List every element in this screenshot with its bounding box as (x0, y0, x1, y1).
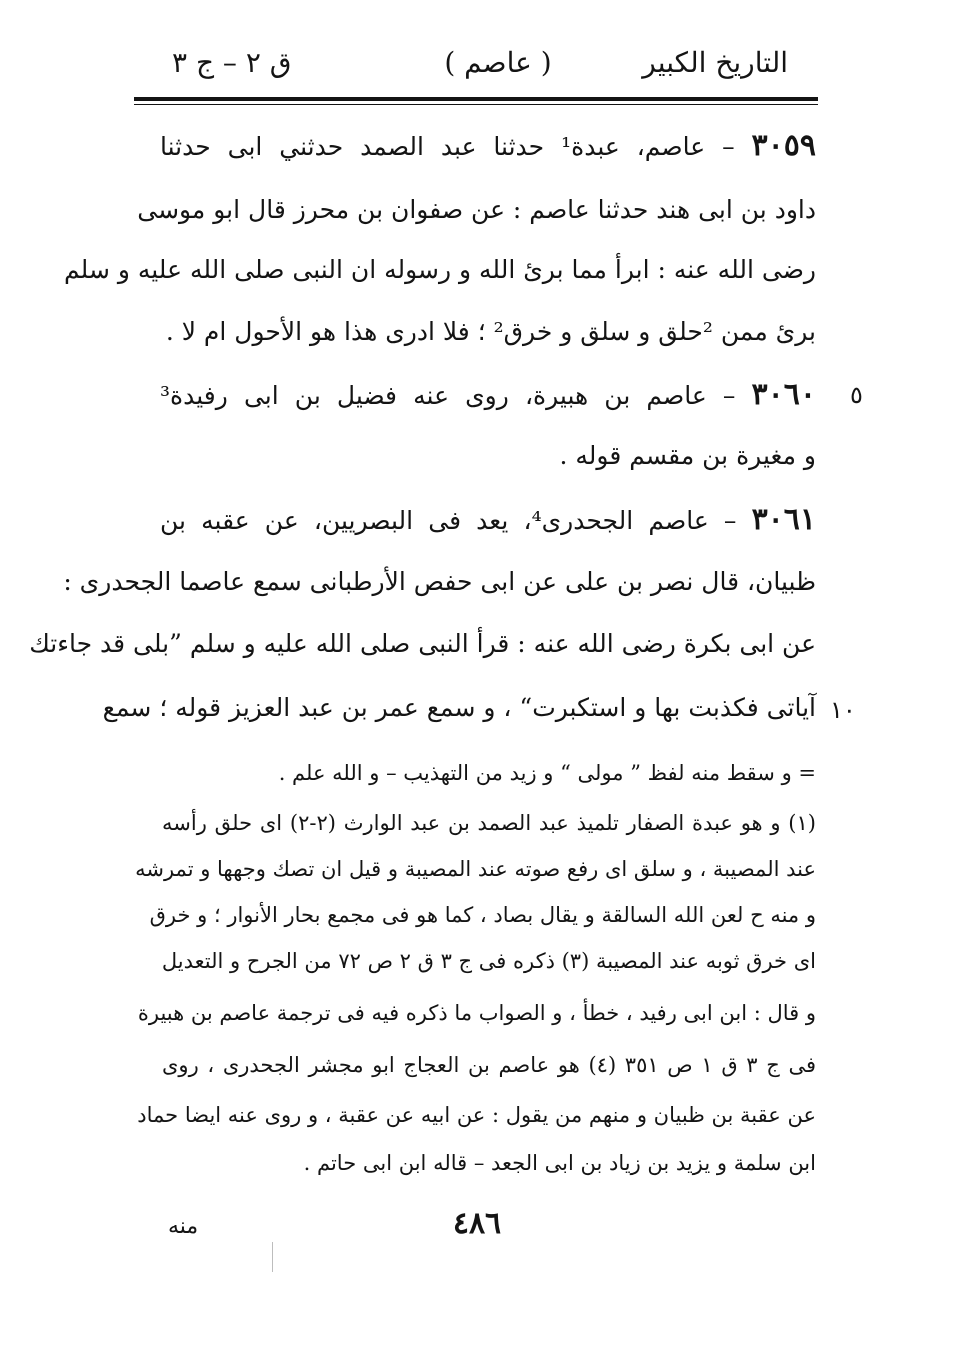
margin-line-number-10: ١٠ (830, 696, 856, 724)
footnote-line: = و سقط منه لفظ ” مولى “ و زيد من التهذيب – و الله علم . (278, 761, 816, 785)
catchword: منه (168, 1214, 199, 1239)
margin-line-number-5: ٥ (850, 381, 863, 409)
entry-number: ٣٠٦٠ (751, 377, 816, 412)
page-number: ٤٨٦ (452, 1206, 502, 1241)
entry-text: – عاصم بن هبيرة، روى عنه فضيل بن ابى رفيدة³ (160, 381, 752, 410)
header-rule-thin (134, 104, 818, 105)
text-line: آياتى فكذبت بها و استكبرت“ ، و سمع عمر بن عبد العزيز قوله ؛ سمع (102, 693, 816, 722)
entry-3059-line (160, 126, 816, 166)
running-head-volume: ق ٢ – ج ٣ (172, 46, 292, 79)
running-head-section: ( عاصم ) (444, 46, 552, 79)
text-line: عن ابى بكرة رضى الله عنه : قرأ النبى صلى الله عليه و سلم ”بلى قد جاءتك (29, 629, 816, 658)
entry-text: – عاصم، عبدة¹ حدثنا عبد الصمد حدثني ابى حدثنا (160, 132, 752, 161)
text-line: رضى الله عنه : ابرأ مما برئ الله و رسوله ان النبى صلى الله عليه و سلم (64, 255, 816, 284)
footnote-line: ابن سلمة و يزيد بن زياد بن ابى الجعد – قاله ابن ابى حاتم . (303, 1151, 816, 1175)
footnote-line: عند المصيبة ، و سلق اى رفع صوته عند المصيبة و قيل ان تصك وجهها و تمرشه (135, 857, 816, 881)
entry-text: – عاصم الجحدرى⁴، يعد فى البصريين، عن عقبه بن (160, 506, 752, 535)
footnote-line: (١) و هو عبدة الصفار تلميذ عبد الصمد بن عبد الوارث (٢-٢) اى حلق رأسه (162, 811, 816, 835)
text-line: و مغيرة بن مقسم قوله . (559, 441, 816, 470)
footnote-line: اى خرق ثوبه عند المصيبة (٣) ذكره فى ج ٣ ق ٢ ص ٧٢ من الجرح و التعديل (161, 949, 816, 973)
entry-3061-line (160, 500, 816, 540)
scan-mark (272, 1242, 273, 1272)
footnote-line: و منه ح لعن الله السالقة و يقال بصاد ، كما هو فى مجمع بحار الأنوار ؛ و خرق (149, 903, 816, 927)
text-line: ظبيان، قال نصر بن على عن ابى حفص الأرطبانى سمع عاصما الجحدرى : (63, 567, 816, 596)
entry-number: ٣٠٦١ (751, 502, 817, 537)
footnote-line: فى ج ٣ ق ١ ص ٣٥١ (٤) هو عاصم بن العجاج ابو مجشر الجحدرى ، روى (162, 1053, 816, 1077)
entry-number: ٣٠٥٩ (751, 128, 816, 163)
running-head-title: التاريخ الكبير (642, 46, 788, 79)
text-line: داود بن ابى هند حدثنا عاصم : عن صفوان بن محرز قال ابو موسى (137, 195, 816, 224)
header-rule (134, 97, 818, 101)
footnote-line: عن عقبة بن ظبيان و منهم من يقول : عن ابيه عن عقبة ، و روى عنه ايضا حماد (137, 1103, 816, 1127)
text-line: برئ ممن ²حلق و سلق و خرق² ؛ فلا ادرى هذا هو الأحول ام لا . (165, 317, 816, 346)
footnote-line: و قال : ابن ابى رفيد ، خطأ ، و الصواب ما ذكره فيه فى ترجمة عاصم بن هبيرة (137, 1001, 816, 1025)
entry-3060-line (160, 375, 816, 415)
